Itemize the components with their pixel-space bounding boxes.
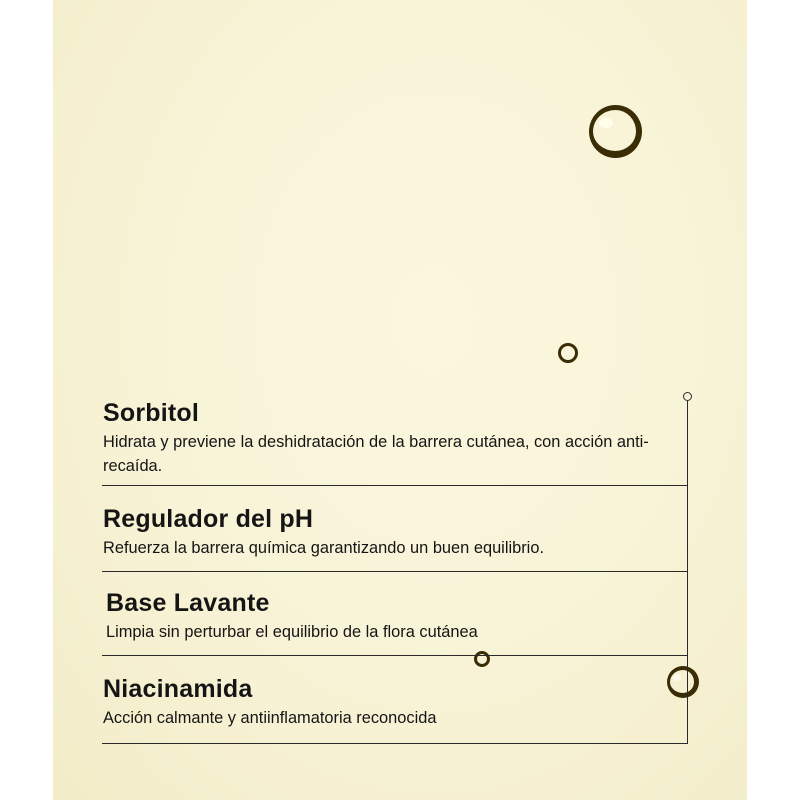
ingredient-item-base-lavante bbox=[106, 588, 681, 644]
ingredient-description: Refuerza la barrera química garantizando un buen equilibrio. bbox=[103, 539, 544, 557]
ingredient-description: Limpia sin perturbar el equilibrio de la flora cutánea bbox=[106, 623, 478, 641]
divider-1 bbox=[102, 485, 688, 486]
divider-3 bbox=[102, 655, 688, 656]
bubble-tiny-icon bbox=[474, 651, 490, 667]
ingredient-item-niacinamida bbox=[103, 674, 678, 730]
divider-4 bbox=[102, 743, 688, 744]
bubble-large-icon bbox=[589, 105, 642, 158]
ingredient-title: Regulador del pH bbox=[103, 505, 314, 533]
ingredient-item-sorbitol bbox=[103, 398, 678, 478]
timeline-vertical-line bbox=[687, 401, 688, 744]
ingredient-description: Acción calmante y antiinflamatoria reconocida bbox=[103, 709, 437, 727]
divider-2 bbox=[102, 571, 688, 572]
ingredient-title: Niacinamida bbox=[103, 675, 253, 703]
ingredient-title: Sorbitol bbox=[103, 399, 200, 427]
ingredient-description: Hidrata y previene la deshidratación de la barrera cutánea, con acción anti-recaída. bbox=[103, 433, 649, 475]
ingredient-title: Base Lavante bbox=[106, 589, 270, 617]
ingredient-item-ph-regulator bbox=[103, 504, 678, 560]
bubble-small-icon bbox=[558, 343, 578, 363]
timeline-dot bbox=[683, 392, 692, 401]
